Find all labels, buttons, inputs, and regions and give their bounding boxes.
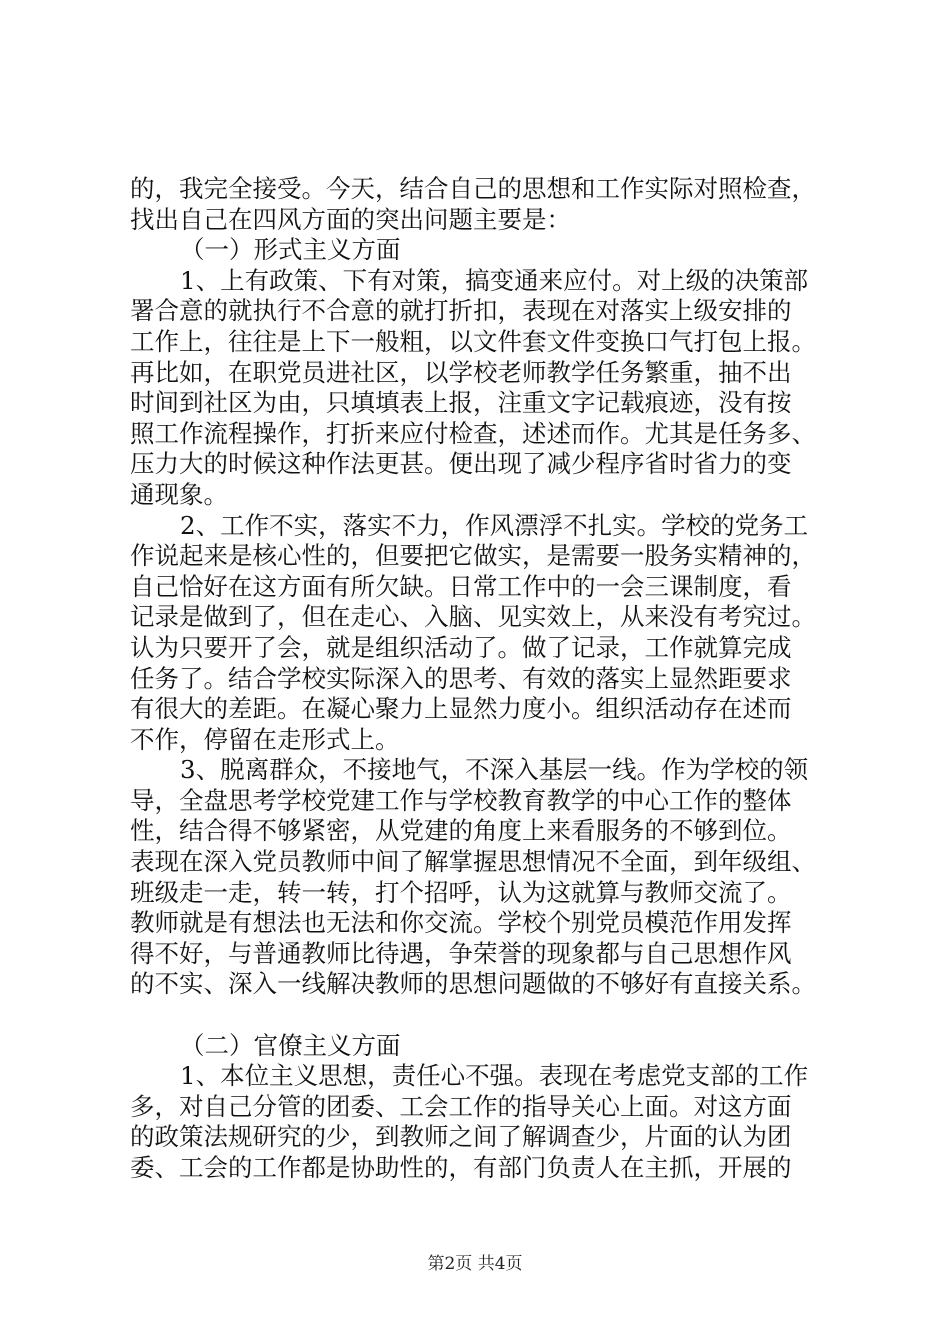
text-line: 2、工作不实，落实不力，作风漂浮不扎实。学校的党务工 [180, 510, 809, 540]
text-line: 压力大的时候这种作法更甚。便出现了减少程序省时省力的变 [130, 449, 792, 479]
text-line: 不作，停留在走形式上。 [130, 724, 400, 754]
text-line: 作说起来是核心性的，但要把它做实，是需要一股务实精神的， [130, 541, 816, 571]
text-line: 委、工会的工作都是协助性的，有部门负责人在主抓，开展的 [130, 1153, 792, 1182]
text-line: （一）形式主义方面 [180, 235, 401, 265]
text-line: 记录是做到了，但在走心、入脑、见实效上，从来没有考究过。 [130, 602, 816, 632]
text-line: 表现在深入党员教师中间了解掌握思想情况不全面，到年级组、 [130, 847, 816, 877]
text-line: 1、上有政策、下有对策，搞变通来应付。对上级的决策部 [180, 265, 809, 295]
text-line: 性，结合得不够紧密，从党建的角度上来看服务的不够到位。 [130, 816, 792, 846]
text-line: 的政策法规研究的少，到教师之间了解调查少，片面的认为团 [130, 1122, 792, 1152]
text-line: 导，全盘思考学校党建工作与学校教育教学的中心工作的整体 [130, 785, 792, 815]
text-line: 通现象。 [130, 479, 228, 509]
text-line: 工作上，往往是上下一般粗，以文件套文件变换口气打包上报。 [130, 326, 816, 356]
text-line: 1、本位主义思想，责任心不强。表现在考虑党支部的工作 [180, 1061, 809, 1091]
page-footer: 第2页 共4页 [427, 1254, 523, 1274]
text-line: 3、脱离群众，不接地气，不深入基层一线。作为学校的领 [180, 755, 809, 785]
text-line: 班级走一走，转一转，打个招呼，认为这就算与教师交流了。 [130, 877, 792, 907]
text-line: 自己恰好在这方面有所欠缺。日常工作中的一会三课制度，看 [130, 571, 792, 601]
text-line: 认为只要开了会，就是组织活动了。做了记录，工作就算完成 [130, 632, 792, 662]
text-line: 的，我完全接受。今天，结合自己的思想和工作实际对照检查， [130, 174, 816, 203]
text-line: 的不实、深入一线解决教师的思想问题做的不够好有直接关系。 [130, 969, 816, 999]
document-body [130, 174, 830, 1184]
text-line: 多，对自己分管的团委、工会工作的指导关心上面。对这方面 [130, 1091, 792, 1121]
text-line: 时间到社区为由，只填填表上报，注重文字记载痕迹，没有按 [130, 388, 792, 418]
text-line: 照工作流程操作，打折来应付检查，述述而作。尤其是任务多、 [130, 418, 816, 448]
text-line: 得不好，与普通教师比待遇，争荣誉的现象都与自己思想作风 [130, 938, 792, 968]
text-line: （二）官僚主义方面 [180, 1030, 401, 1060]
text-line: 再比如，在职党员进社区，以学校老师教学任务繁重，抽不出 [130, 357, 792, 387]
text-line: 有很大的差距。在凝心聚力上显然力度小。组织活动存在述而 [130, 694, 792, 724]
text-line: 署合意的就执行不合意的就打折扣，表现在对落实上级安排的 [130, 296, 792, 326]
blank-line [130, 1000, 830, 1031]
text-line: 任务了。结合学校实际深入的思考、有效的落实上显然距要求 [130, 663, 792, 693]
text-line: 找出自己在四风方面的突出问题主要是： [130, 204, 571, 234]
text-line: 教师就是有想法也无法和你交流。学校个别党员模范作用发挥 [130, 908, 792, 938]
